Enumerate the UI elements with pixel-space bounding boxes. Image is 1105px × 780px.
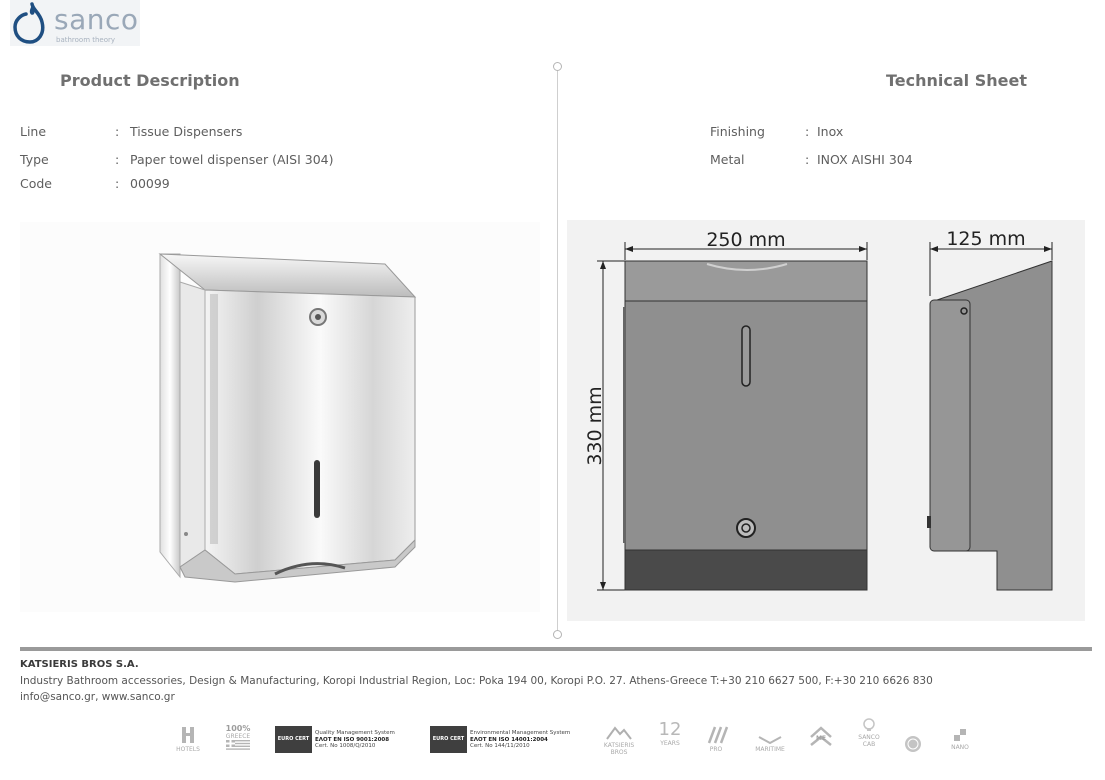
- divider-bottom-dot: [553, 630, 562, 639]
- years-number: 12: [658, 719, 682, 740]
- company-address: Industry Bathroom accessories, Design & Manufacturing, Koropi Industrial Region, Loc: Poka 194 00, Koropi P.O. 27. Athens-Greece T:+30 210 6627 500, F:+30 210 6626 830: [20, 675, 933, 687]
- technical-sheet-title: Technical Sheet: [886, 71, 1027, 90]
- sanco-cab-label: SANCO CAB: [858, 734, 880, 748]
- footer-rule: [20, 647, 1092, 651]
- spec-separator: :: [115, 176, 120, 191]
- technical-drawing: [567, 220, 1085, 621]
- product-description-title: Product Description: [60, 71, 240, 90]
- spec-separator: :: [805, 152, 810, 167]
- spec-value: Paper towel dispenser (AISI 304): [130, 152, 334, 167]
- brand-name: sanco: [54, 3, 139, 36]
- iso9001-title: Quality Management System: [315, 730, 395, 736]
- iso9001-standard: ΕΛΟΤ ΕΝ ISO 9001:2008: [315, 736, 390, 743]
- vertical-divider: [557, 67, 558, 635]
- divider-top-dot: [553, 62, 562, 71]
- spec-value: 00099: [130, 176, 170, 191]
- maritime-label: MARITIME: [755, 746, 785, 753]
- katsieris-badge: [600, 724, 638, 756]
- pro-label: PRO: [709, 746, 723, 753]
- greece-label: GREECE: [225, 733, 251, 740]
- years-label: YEARS: [660, 740, 680, 747]
- depth-dimension-label: 125 mm: [946, 228, 1026, 250]
- lightbulb-icon: [861, 718, 877, 732]
- iso9001-cert-no: Cert. No 1008/Q/2010: [315, 743, 376, 749]
- spec-label: Line: [20, 124, 47, 139]
- greece-percent: 100%: [225, 724, 251, 733]
- euro-cert-14001-logo: [430, 726, 467, 753]
- spec-label: Code: [20, 176, 53, 191]
- spec-value: Tissue Dispensers: [130, 124, 243, 139]
- wave-icon: [757, 734, 783, 744]
- round-seal-badge: [900, 734, 926, 756]
- nano-label: NANO: [951, 744, 969, 751]
- spec-label: Finishing: [710, 124, 765, 139]
- spec-label: Type: [20, 152, 49, 167]
- width-dimension-label: 250 mm: [706, 229, 786, 251]
- spec-separator: :: [115, 152, 120, 167]
- iso9001-text: [315, 730, 395, 750]
- years-badge: [654, 720, 686, 747]
- hotels-badge: [172, 726, 204, 753]
- euro-cert-9001-logo: [275, 726, 312, 753]
- nano-drops-icon: [950, 728, 970, 742]
- paper-towel-dispenser-image: [20, 222, 540, 612]
- dimension-drawing: [567, 220, 1085, 621]
- spec-value: Inox: [817, 124, 844, 139]
- me-badge: [805, 726, 837, 750]
- company-name: KATSIERIS BROS S.A.: [20, 659, 139, 670]
- spec-label: Metal: [710, 152, 745, 167]
- sanco-cab-badge: [852, 718, 886, 748]
- euro-cert-label: EURO CERT: [277, 736, 310, 742]
- greece-badge: [222, 724, 254, 754]
- spec-separator: :: [805, 124, 810, 139]
- iso14001-cert-no: Cert. No 144/11/2010: [470, 743, 530, 749]
- greek-flag-icon: [226, 740, 250, 752]
- slash-lines-icon: [703, 726, 729, 744]
- iso14001-text: [470, 730, 570, 750]
- height-dimension-label: 330 mm: [584, 386, 606, 466]
- certification-row: [0, 718, 1105, 768]
- sanco-logo: [10, 0, 140, 46]
- iso14001-standard: ΕΛΟΤ ΕΝ ISO 14001:2004: [470, 736, 548, 743]
- brand-tagline: bathroom theory: [56, 36, 116, 44]
- katsieris-label: KATSIERIS BROS: [603, 742, 635, 756]
- product-photo: [20, 222, 540, 612]
- round-seal-icon: [903, 734, 923, 754]
- hotel-building-icon: [177, 726, 199, 744]
- maritime-badge: [750, 734, 790, 753]
- company-contact: info@sanco.gr, www.sanco.gr: [20, 691, 175, 703]
- nano-badge: [945, 728, 975, 751]
- iso14001-title: Environmental Management System: [470, 730, 571, 736]
- spec-value: INOX AISHI 304: [817, 152, 913, 167]
- euro-cert-label: EURO CERT: [432, 736, 465, 742]
- pro-badge: [700, 726, 732, 753]
- water-drop-icon: [12, 2, 52, 46]
- spec-separator: :: [115, 124, 120, 139]
- mountain-icon: [606, 724, 632, 740]
- me-label: ME: [815, 735, 827, 742]
- hotels-label: HOTELS: [176, 746, 200, 753]
